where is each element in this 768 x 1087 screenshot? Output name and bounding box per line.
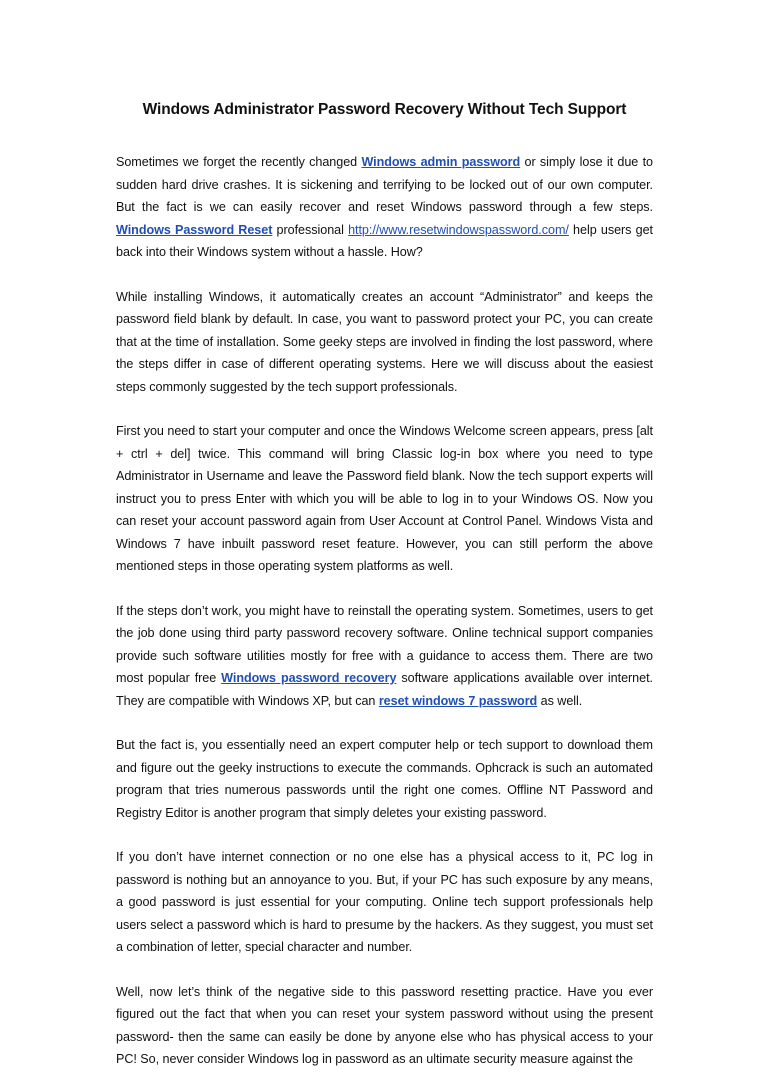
paragraph-1-text-3: professional — [272, 222, 349, 237]
paragraph-5: But the fact is, you essentially need an expert computer help or tech support to download them and figure out the geeky instructions to execute the commands. Ophcrack is such an automated program that tries numerous passwords until the right one comes. Offline NT Password and Registry Editor is another program that simply deletes your existing password. — [116, 738, 653, 820]
windows-password-reset-link[interactable]: Windows Password Reset — [116, 222, 273, 237]
paragraph-3: First you need to start your computer and once the Windows Welcome screen appears, press [alt + ctrl + del] twice. This command will bring Classic log-in box where you need to type Administrator in Username and leave the Password field blank. Now the tech support experts will instruct you to press Enter with which you will be able to log in to your Windows OS. Now you can reset your account password again from User Account at Control Panel. Windows Vista and Windows 7 have inbuilt password reset feature. However, you can still perform the above mentioned steps in those operating system platforms as well. — [116, 424, 653, 573]
paragraph-4-text-2: software applications available over internet. They are compatible with Windows XP, but can — [116, 671, 653, 708]
paragraph-4-text-3: as well. — [537, 693, 583, 708]
paragraph-4 — [116, 600, 653, 713]
reset-windows-7-password-link[interactable]: reset windows 7 password — [378, 693, 538, 708]
paragraph-1-text-1: Sometimes we forget the recently changed — [116, 155, 362, 169]
windows-password-recovery-link[interactable]: Windows password recovery — [221, 671, 397, 685]
paragraph-1-text-4: help users get back into their Windows system without a hassle. How? — [116, 222, 653, 259]
document-title: Windows Administrator Password Recovery Without Tech Support — [142, 101, 627, 118]
windows-admin-password-link[interactable]: Windows admin password — [361, 155, 521, 169]
paragraph-2: While installing Windows, it automatically creates an account “Administrator” and keeps the password field blank by default. In case, you want to password protect your PC, you can create that at the time of installation. Some geeky steps are involved in finding the lost password, where the steps differ in case of different operating systems. Here we will discuss about the easiest steps commonly suggested by the tech support professionals. — [116, 289, 653, 394]
paragraph-7: Well, now let’s think of the negative side to this password resetting practice. Have you ever figured out the fact that when you can reset your system password without using the present password- then the same can easily be done by anyone else who has physical access to your PC! So, never consider Windows log in password as an ultimate security measure against the — [116, 984, 653, 1066]
paragraph-1-text-2: or simply lose it due to sudden hard drive crashes. It is sickening and terrifying to be locked out of our own computer. But the fact is we can easily recover and reset Windows password through a few steps. — [116, 155, 653, 214]
paragraph-6: If you don’t have internet connection or no one else has a physical access to it, PC log in password is nothing but an annoyance to you. But, if your PC has such exposure by any means, a good password is just essential for your computing. Online tech support professionals help users select a password which is hard to presume by the hackers. As they suggest, you must set a combination of letter, special character and number. — [116, 850, 653, 954]
paragraph-1 — [116, 151, 653, 264]
paragraph-4-text-1: If the steps don’t work, you might have to reinstall the operating system. Sometimes, users to get the job done using third party password recovery software. Online technical support companies provide such software utilities mostly for free with a guidance to access them. There are two most popular free — [116, 603, 653, 685]
resetwindowspassword-url-link[interactable]: http://www.resetwindowspassword.com/ — [348, 222, 569, 237]
